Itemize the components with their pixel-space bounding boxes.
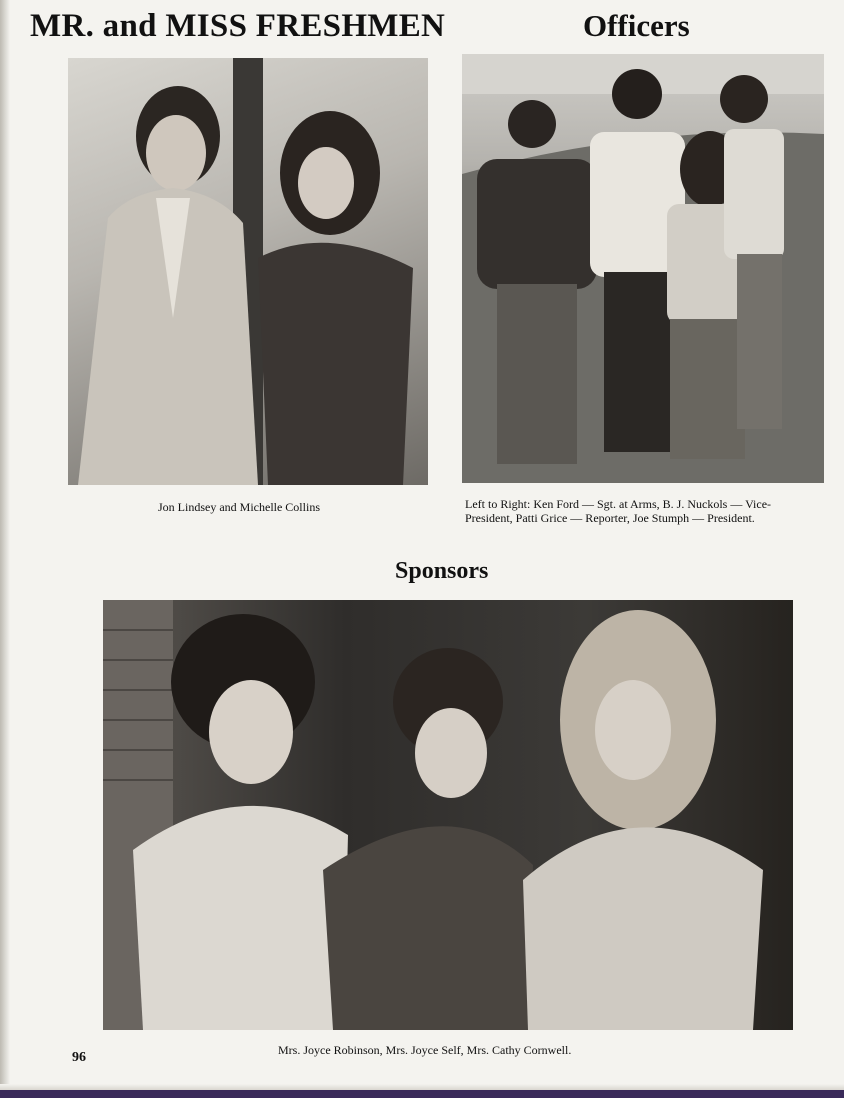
- officers-photo-art: [462, 54, 824, 483]
- sponsors-photo-art: [103, 600, 793, 1030]
- sponsors-caption: Mrs. Joyce Robinson, Mrs. Joyce Self, Mrs. Cathy Cornwell.: [278, 1043, 572, 1057]
- freshmen-photo: [68, 58, 428, 485]
- officers-caption-line-2: President, Patti Grice — Reporter, Joe Stumph — President.: [465, 511, 755, 525]
- officers-heading: Officers: [583, 8, 690, 43]
- freshmen-photo-art: [68, 58, 428, 485]
- page-bottom-strip: [0, 1090, 844, 1098]
- officers-caption-line-1: Left to Right: Ken Ford — Sgt. at Arms, B. J. Nuckols — Vice-: [465, 497, 772, 511]
- freshmen-caption: Jon Lindsey and Michelle Collins: [158, 500, 320, 514]
- officers-caption: [465, 497, 827, 525]
- officers-photo: [462, 54, 824, 483]
- page-number: 96: [72, 1050, 86, 1065]
- sponsors-heading: Sponsors: [395, 558, 489, 584]
- page-title: MR. and MISS FRESHMEN: [30, 8, 446, 44]
- sponsors-photo: [103, 600, 793, 1030]
- page-edge-shadow: [0, 0, 10, 1098]
